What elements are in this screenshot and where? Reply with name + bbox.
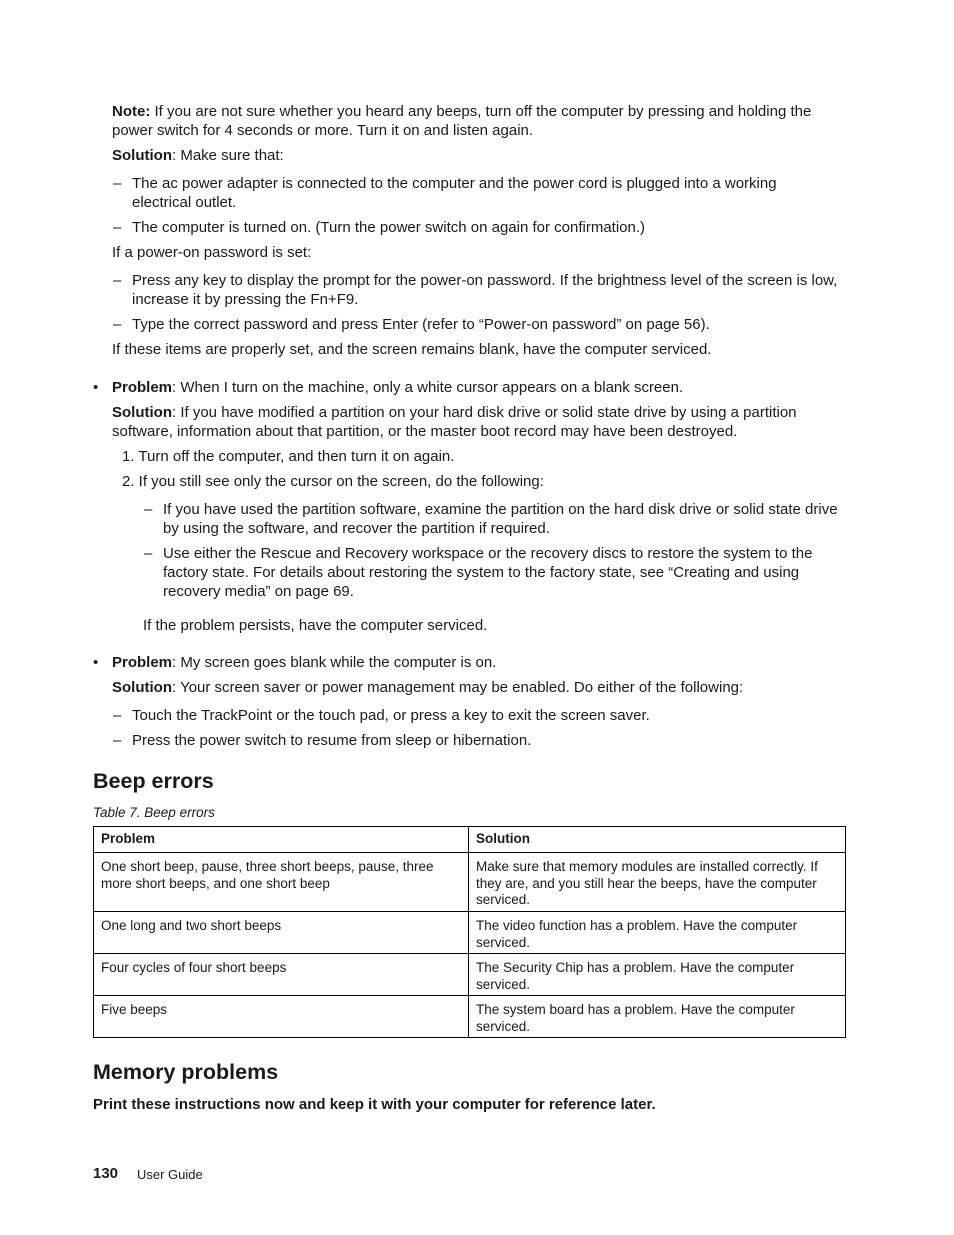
solution-paragraph (112, 403, 847, 441)
problem-cell: Five beeps (94, 996, 469, 1038)
table-row (94, 912, 846, 954)
bullet-marker: • (93, 379, 99, 396)
solution-label: Solution (112, 679, 172, 696)
problem-cell: One long and two short beeps (94, 912, 469, 954)
section-heading-beep-errors: Beep errors (93, 769, 214, 793)
note-text: If you are not sure whether you heard any beeps, turn off the computer by pressing and holding the power switch for 4 seconds or more. Turn it on and listen again. (112, 103, 812, 139)
solution-text: : If you have modified a partition on your hard disk drive or solid state drive by using a partition software, information about that partition, or the master boot record may have been destroyed. (112, 404, 797, 440)
list-item: Press the power switch to resume from sleep or hibernation. (132, 732, 532, 749)
problem-cell: One short beep, pause, three short beeps, pause, three more short beeps, and one short beep (94, 853, 469, 912)
numbered-step: 1. Turn off the computer, and then turn it on again. (122, 448, 455, 465)
persist-paragraph: If the problem persists, have the computer serviced. (143, 617, 488, 634)
dash-marker: – (113, 732, 122, 749)
table-caption: Table 7. Beep errors (93, 805, 215, 820)
solution-text: : Make sure that: (172, 147, 284, 164)
dash-marker: – (144, 545, 153, 562)
bullet-marker: • (93, 654, 99, 671)
memory-instruction: Print these instructions now and keep it with your computer for reference later. (93, 1096, 656, 1113)
list-item: Press any key to display the prompt for the power-on password. If the brightness level of the screen is low, increase it by pressing the Fn+F9. (132, 272, 838, 308)
problem-paragraph (112, 653, 847, 672)
note-paragraph (112, 102, 847, 140)
table-row (94, 954, 846, 996)
solution-label: Solution (112, 147, 172, 164)
numbered-step: 2. If you still see only the cursor on the screen, do the following: (122, 473, 544, 490)
problem-text: : When I turn on the machine, only a white cursor appears on a blank screen. (172, 379, 684, 396)
dash-marker: – (113, 219, 122, 236)
solution-cell: The video function has a problem. Have the computer serviced. (469, 912, 846, 954)
problem-text: : My screen goes blank while the computer is on. (172, 654, 497, 671)
section-heading-memory-problems: Memory problems (93, 1060, 279, 1084)
solution-paragraph (112, 678, 847, 697)
beep-errors-table (93, 826, 846, 1038)
list-item: Type the correct password and press Enter (refer to “Power-on password” on page 56). (132, 316, 710, 333)
solution-text: : Your screen saver or power management may be enabled. Do either of the following: (172, 679, 744, 696)
solution-cell: Make sure that memory modules are installed correctly. If they are, and you still hear the beeps, have the computer serviced. (469, 853, 846, 912)
problem-label: Problem (112, 379, 173, 396)
dash-marker: – (113, 272, 122, 289)
table-row (94, 853, 846, 912)
list-item: The computer is turned on. (Turn the power switch on again for confirmation.) (132, 219, 646, 236)
solution-cell: The system board has a problem. Have the computer serviced. (469, 996, 846, 1038)
solution-label: Solution (112, 404, 172, 421)
dash-marker: – (113, 707, 122, 724)
note-label: Note: (112, 103, 151, 120)
sub-list-item: If you have used the partition software, examine the partition on the hard disk drive or solid state drive by using the software, and recover the partition if required. (163, 501, 838, 537)
list-item: Touch the TrackPoint or the touch pad, or press a key to exit the screen saver. (132, 707, 650, 724)
dash-marker: – (113, 316, 122, 333)
password-intro: If a power-on password is set: (112, 244, 312, 261)
closing-paragraph: If these items are properly set, and the screen remains blank, have the computer serviced. (112, 341, 712, 358)
list-item: The ac power adapter is connected to the computer and the power cord is plugged into a working electrical outlet. (132, 175, 777, 211)
footer-guide-title: User Guide (137, 1167, 203, 1182)
solution-paragraph-1 (112, 146, 847, 165)
column-header-problem: Problem (94, 827, 469, 853)
sub-list-item: Use either the Rescue and Recovery workspace or the recovery discs to restore the system to the factory state. For details about restoring the system to the factory state, see “Creating and using recovery media” on page 69. (163, 545, 813, 600)
dash-marker: – (144, 501, 153, 518)
table-header-row (94, 827, 846, 853)
problem-cell: Four cycles of four short beeps (94, 954, 469, 996)
page-number: 130 (93, 1165, 119, 1182)
solution-cell: The Security Chip has a problem. Have the computer serviced. (469, 954, 846, 996)
dash-marker: – (113, 175, 122, 192)
column-header-solution: Solution (469, 827, 846, 853)
table-row (94, 996, 846, 1038)
problem-paragraph (112, 378, 847, 397)
problem-label: Problem (112, 654, 173, 671)
